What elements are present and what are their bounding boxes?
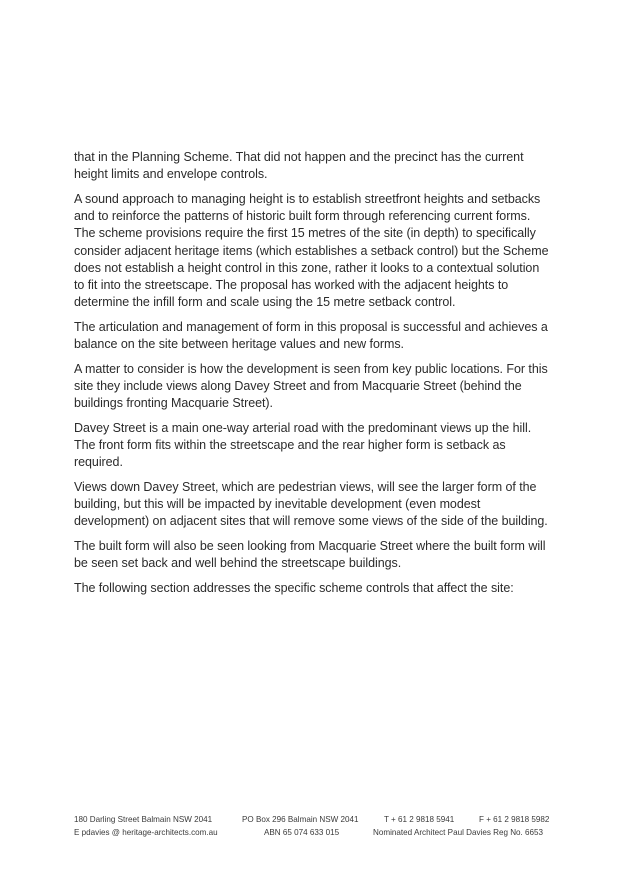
- footer-address: 180 Darling Street Balmain NSW 2041: [74, 815, 213, 824]
- footer-row: [74, 826, 550, 839]
- page-footer: [74, 813, 550, 839]
- body-text: [74, 149, 552, 605]
- paragraph: that in the Planning Scheme. That did not happen and the precinct has the current height limits and envelope controls.: [74, 150, 524, 182]
- paragraph: The following section addresses the specific scheme controls that affect the site:: [74, 580, 514, 595]
- paragraph: Views down Davey Street, which are pedestrian views, will see the larger form of the building, but this will be impacted by inevitable development (even modest development) on adjacent sites that will remove some views of the side of the building.: [74, 479, 548, 529]
- footer-fax: F + 61 2 9818 5982: [479, 815, 550, 824]
- footer-phone: T + 61 2 9818 5941: [384, 815, 455, 824]
- paragraph: Davey Street is a main one-way arterial road with the predominant views up the hill. The front form fits within the streetscape and the rear higher form is setback as required.: [74, 420, 532, 470]
- paragraph: A matter to consider is how the development is seen from key public locations. For this site they include views along Davey Street and from Macquarie Street (behind the buildings fronting Macquarie Street).: [74, 361, 548, 411]
- footer-po-box: PO Box 296 Balmain NSW 2041: [242, 815, 359, 824]
- footer-abn: ABN 65 074 633 015: [264, 828, 340, 837]
- paragraph: The articulation and management of form in this proposal is successful and achieves a balance on the site between heritage values and new forms.: [74, 319, 548, 352]
- footer-row: [74, 813, 550, 826]
- paragraph: A sound approach to managing height is to establish streetfront heights and setbacks and to reinforce the patterns of historic built form through referencing current forms. The scheme provisions require the first 15 metres of the site (in depth) to specifically consider adjacent heritage items (which establishes a setback control) but the Scheme does not establish a height control in this zone, rather it looks to a contextual solution to fit into the streetscape. The proposal has worked with the adjacent heights to determine the infill form and scale using the 15 metre setback control.: [74, 191, 549, 310]
- footer-architect: Nominated Architect Paul Davies Reg No. 6653: [373, 828, 544, 837]
- paragraph: The built form will also be seen looking from Macquarie Street where the built form will be seen set back and well behind the streetscape buildings.: [74, 539, 546, 571]
- footer-email: E pdavies @ heritage-architects.com.au: [74, 828, 218, 837]
